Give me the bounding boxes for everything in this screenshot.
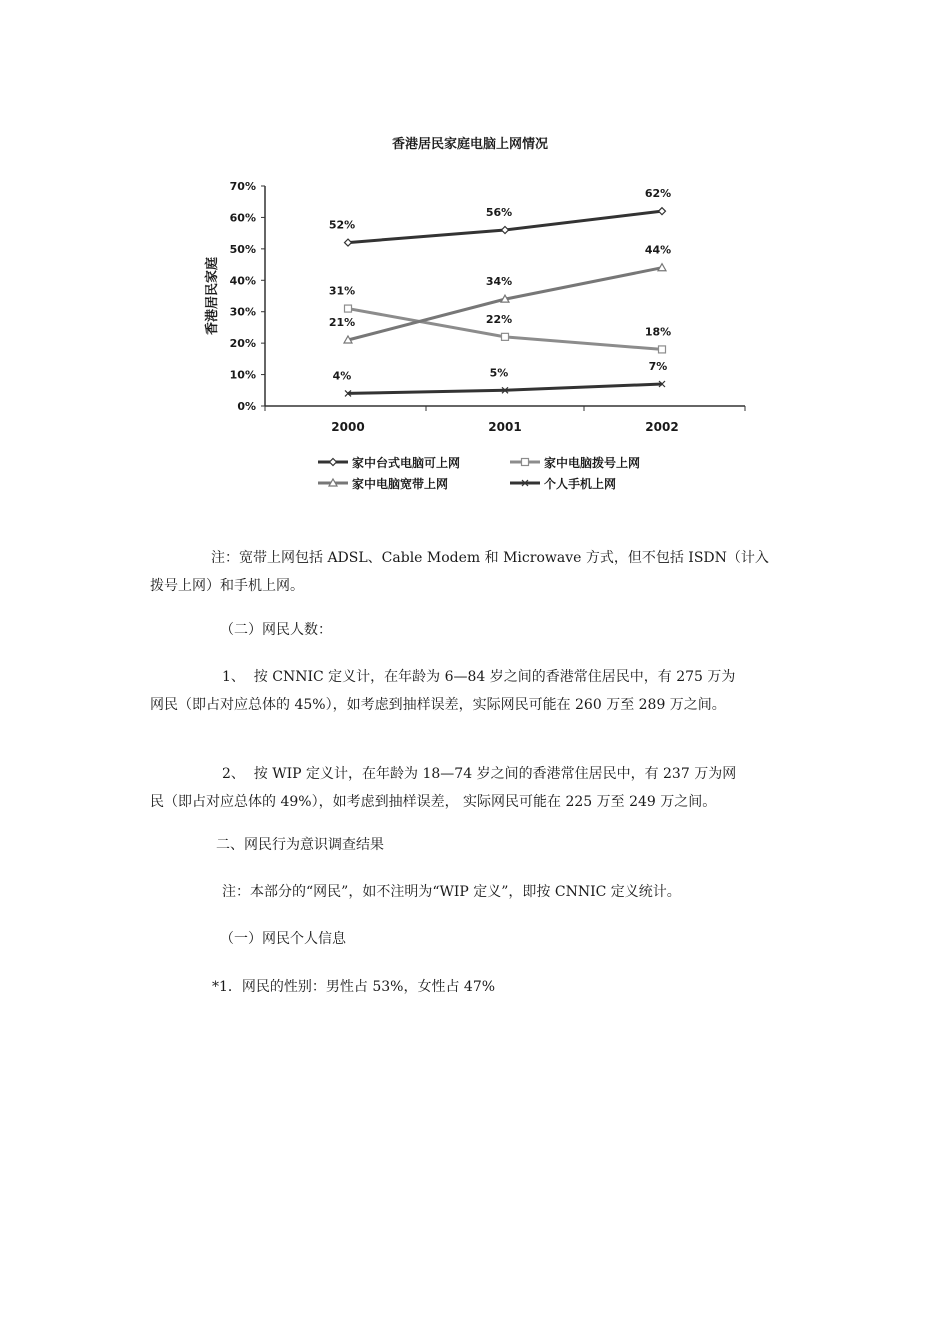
data-label: 44% <box>644 243 672 257</box>
note-broadband-line1: 注：宽带上网包括 ADSL、Cable Modem 和 Microwave 方式，但不包括 ISDN（计入 <box>211 550 769 566</box>
note-broadband-line2: 拨号上网）和手机上网。 <box>150 578 304 594</box>
item-wip-line1: 2、 按 WIP 定义计，在年龄为 18—74 岁之间的香港常住居民中，有 237 万为网 <box>222 766 737 782</box>
legend-label: 家中台式电脑可上网 <box>352 456 461 470</box>
series-line <box>348 384 662 393</box>
data-label: 34% <box>485 275 513 289</box>
square-marker <box>502 333 509 340</box>
y-tick-label: 20% <box>229 337 256 351</box>
diamond-marker <box>345 239 352 246</box>
data-label: 4% <box>332 369 352 383</box>
data-label: 31% <box>328 284 356 298</box>
series-group <box>329 187 671 246</box>
data-label: 52% <box>328 218 356 232</box>
square-marker <box>522 459 529 466</box>
legend-label: 家中电脑宽带上网 <box>352 477 449 491</box>
diamond-marker <box>502 227 509 234</box>
series-group <box>333 360 668 396</box>
x-tick-label: 2000 <box>331 420 365 434</box>
data-label: 56% <box>485 206 513 219</box>
y-tick-label: 10% <box>229 368 256 382</box>
data-label: 18% <box>644 325 672 339</box>
y-axis-label: 香港居民家庭 <box>205 256 220 336</box>
x-tick-label: 2001 <box>488 420 522 434</box>
diamond-marker <box>659 208 666 215</box>
note-broadband <box>150 544 810 600</box>
item-cnnic-line1: 1、 按 CNNIC 定义计，在年龄为 6—84 岁之间的香港常住居民中，有 275 万为 <box>222 669 736 685</box>
y-tick-label: 50% <box>229 242 256 256</box>
y-tick-label: 40% <box>229 274 256 288</box>
legend-item <box>510 455 640 470</box>
line-chart <box>180 120 760 510</box>
section-netizen-count-heading: （二）网民人数： <box>220 622 332 638</box>
series-group <box>329 285 671 353</box>
square-marker <box>345 305 352 312</box>
part-two-heading: 二、网民行为意识调查结果 <box>216 837 384 853</box>
chart-title: 香港居民家庭电脑上网情况 <box>391 137 549 152</box>
gender-item: *1．网民的性别：男性占 53%，女性占 47% <box>212 979 496 995</box>
y-tick-label: 0% <box>237 400 256 413</box>
data-label: 62% <box>644 187 672 201</box>
note-netizen-definition: 注：本部分的“网民”，如不注明为“WIP 定义”，即按 CNNIC 定义统计。 <box>222 884 681 900</box>
y-tick-label: 60% <box>229 211 256 225</box>
section-personal-info-heading: （一）网民个人信息 <box>220 931 346 947</box>
data-label: 22% <box>485 312 513 326</box>
y-tick-label: 30% <box>229 305 256 319</box>
item-cnnic-definition <box>150 663 810 719</box>
y-tick-label: 70% <box>229 180 256 193</box>
item-wip-definition <box>150 760 810 816</box>
square-marker <box>659 346 666 353</box>
legend-label: 家中电脑拨号上网 <box>544 456 641 470</box>
data-label: 7% <box>648 360 668 373</box>
item-cnnic-line2: 网民（即占对应总体的 45%），如考虑到抽样误差，实际网民可能在 260 万至 289 万之间。 <box>150 697 726 713</box>
legend-label: 个人手机上网 <box>544 477 617 491</box>
item-wip-line2: 民（即占对应总体的 49%），如考虑到抽样误差， 实际网民可能在 225 万至 249 万之间。 <box>150 794 717 810</box>
legend-item <box>510 476 616 491</box>
data-label: 5% <box>489 366 509 380</box>
series-group <box>329 244 671 343</box>
legend-item <box>318 455 460 470</box>
data-label: 21% <box>328 316 356 329</box>
legend-item <box>318 476 448 491</box>
x-tick-label: 2002 <box>645 420 679 434</box>
diamond-marker <box>330 459 337 466</box>
